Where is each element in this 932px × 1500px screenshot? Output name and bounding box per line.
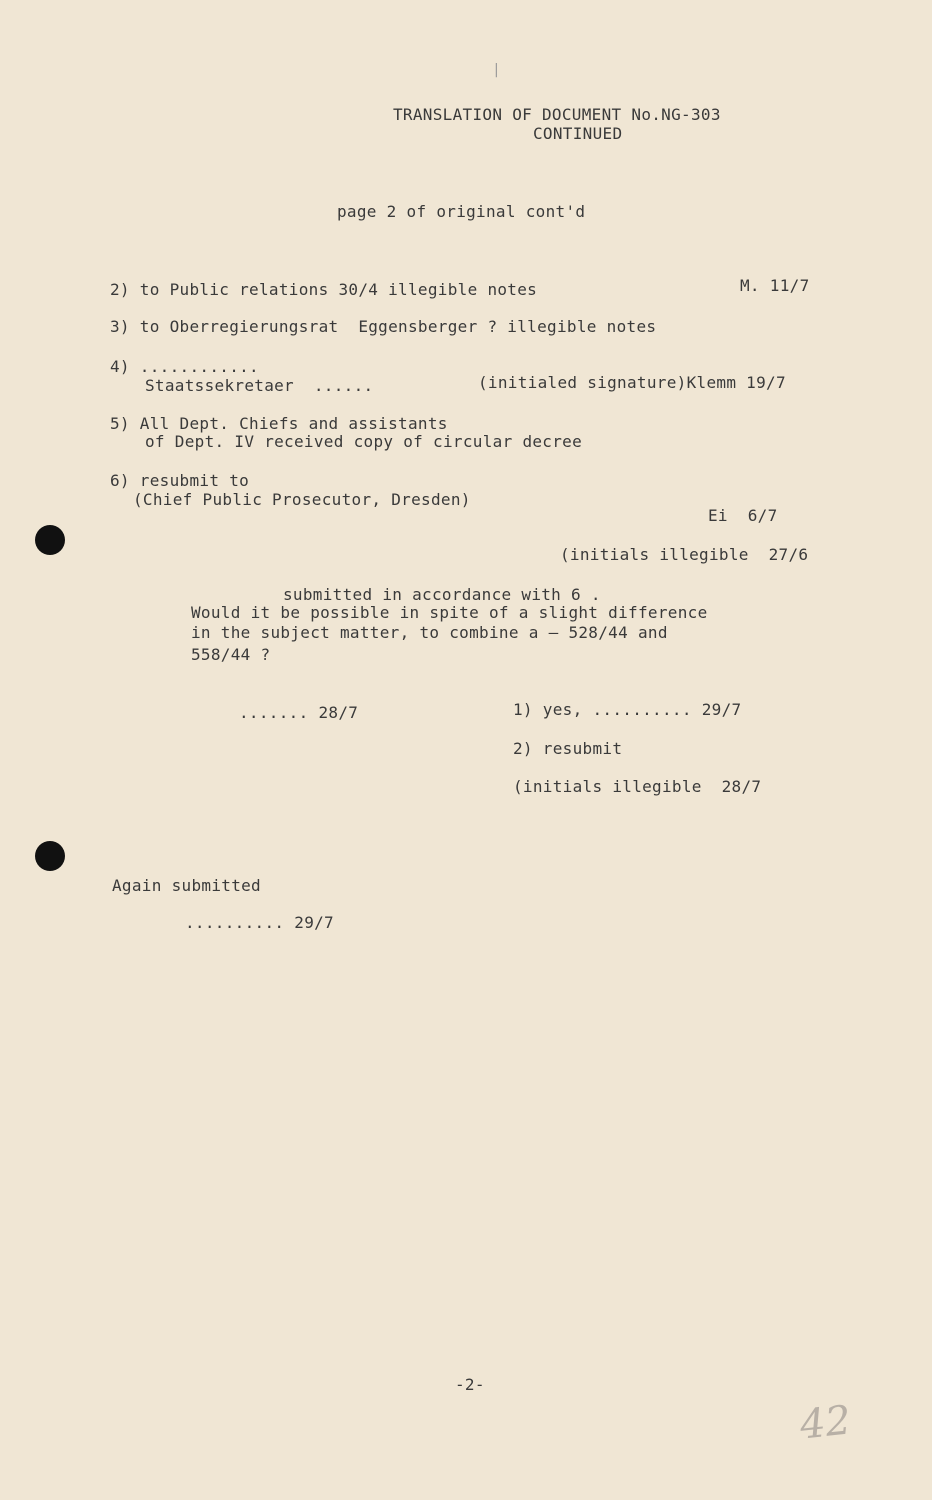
again-submitted: Again submitted <box>112 876 261 895</box>
reply-1: 1) yes, .......... 29/7 <box>513 700 742 719</box>
handwritten-page-mark: 42 <box>797 1397 854 1449</box>
submitted-line2: Would it be possible in spite of a slight difference <box>191 603 708 622</box>
item-4-number: 4) ............ <box>110 357 259 376</box>
reply-2: 2) resubmit <box>513 739 623 758</box>
item-6-line1: 6) resubmit to <box>110 471 250 490</box>
item-4-signature: (initialed signature)Klemm 19/7 <box>478 373 786 392</box>
item-6-initials-2: (initials illegible 27/6 <box>560 545 809 564</box>
document-subtitle: CONTINUED <box>533 124 623 143</box>
punch-hole-top <box>35 525 65 555</box>
page-number: -2- <box>455 1375 485 1394</box>
reply-left: ....... 28/7 <box>239 703 359 722</box>
item-4-line2: Staatssekretaer ...... <box>145 376 374 395</box>
submitted-line1: submitted in accordance with 6 . <box>283 585 601 604</box>
item-2-initials: M. 11/7 <box>740 276 810 295</box>
item-6-initials: Ei 6/7 <box>708 506 778 525</box>
item-5-line1: 5) All Dept. Chiefs and assistants <box>110 414 448 433</box>
submitted-line4: 558/44 ? <box>191 645 271 664</box>
item-6-line2: (Chief Public Prosecutor, Dresden) <box>133 490 471 509</box>
again-date: .......... 29/7 <box>185 913 334 932</box>
item-2-text: 2) to Public relations 30/4 illegible notes <box>110 280 538 299</box>
item-5-line2: of Dept. IV received copy of circular decree <box>145 432 583 451</box>
page-note: page 2 of original cont'd <box>337 202 586 221</box>
submitted-line3: in the subject matter, to combine a – 528/44 and <box>191 623 668 642</box>
reply-3: (initials illegible 28/7 <box>513 777 762 796</box>
punch-hole-bottom <box>35 841 65 871</box>
stray-mark: | <box>494 62 499 78</box>
item-3-text: 3) to Oberregierungsrat Eggensberger ? illegible notes <box>110 317 657 336</box>
document-title: TRANSLATION OF DOCUMENT No.NG-303 <box>393 105 721 124</box>
